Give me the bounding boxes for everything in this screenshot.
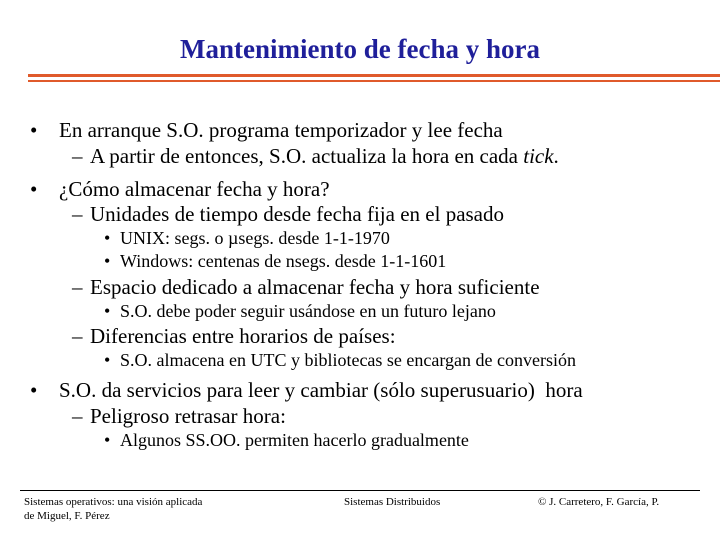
footer-rule xyxy=(20,490,700,491)
bullet-text: S.O. almacena en UTC y bibliotecas se encargan de conversión xyxy=(120,350,577,370)
bullet-text: Unidades de tiempo desde fecha fija en el pasado xyxy=(90,202,505,226)
bullet-line-2 xyxy=(72,146,559,167)
bullet-text: Algunos SS.OO. permiten hacerlo gradualmente xyxy=(120,430,469,450)
bullet-text: UNIX: segs. o µsegs. desde 1-1-1970 xyxy=(120,228,390,248)
dash-marker: – xyxy=(72,144,83,168)
bullet-marker: • xyxy=(104,251,111,271)
bullet-marker: • xyxy=(104,228,111,248)
footer-left xyxy=(24,496,202,524)
bullet-line-3 xyxy=(30,179,330,200)
bullet-text: Espacio dedicado a almacenar fecha y hora suficiente xyxy=(90,275,540,299)
bullet-text: S.O. da servicios para leer y cambiar (sólo superusuario) hora xyxy=(59,378,583,402)
bullet-line-11 xyxy=(30,380,583,401)
bullet-marker: • xyxy=(104,350,111,370)
bullet-text: En arranque S.O. programa temporizador y lee fecha xyxy=(59,118,503,142)
bullet-line-6 xyxy=(104,252,446,270)
bullet-marker: • xyxy=(104,301,111,321)
bullet-line-7 xyxy=(72,277,540,298)
bullet-text: A partir de entonces, S.O. actualiza la hora en cada xyxy=(90,144,524,168)
bullet-line-9 xyxy=(72,326,396,347)
bullet-line-8 xyxy=(104,302,496,320)
slide-title: Mantenimiento de fecha y hora xyxy=(180,34,540,64)
footer-copyright: © J. Carretero, F. García, P. xyxy=(538,496,660,508)
dash-marker: – xyxy=(72,404,83,428)
bullet-line-13 xyxy=(104,431,469,449)
bullet-line-5 xyxy=(104,229,390,247)
bullet-text: ¿Cómo almacenar fecha y hora? xyxy=(59,177,330,201)
bullet-marker: • xyxy=(104,430,111,450)
bullet-text-italic: tick xyxy=(523,144,554,168)
title-rule-thin xyxy=(28,80,720,82)
bullet-line-12 xyxy=(72,406,286,427)
footer-book-title: Sistemas operativos: una visión aplicada xyxy=(24,496,203,508)
dash-marker: – xyxy=(72,275,83,299)
bullet-text-end: . xyxy=(553,144,559,168)
footer-center: Sistemas Distribuidos xyxy=(344,496,441,508)
bullet-line-1 xyxy=(30,120,503,141)
bullet-text: Peligroso retrasar hora: xyxy=(90,404,286,428)
bullet-marker: • xyxy=(30,177,38,201)
dash-marker: – xyxy=(72,202,83,226)
dash-marker: – xyxy=(72,324,83,348)
bullet-text: Diferencias entre horarios de países: xyxy=(90,324,396,348)
bullet-line-4 xyxy=(72,204,504,225)
bullet-line-10 xyxy=(104,351,576,369)
bullet-marker: • xyxy=(30,378,38,402)
bullet-text: Windows: centenas de nsegs. desde 1-1-1601 xyxy=(120,251,447,271)
bullet-text: S.O. debe poder seguir usándose en un futuro lejano xyxy=(120,301,496,321)
footer-book-authors: de Miguel, F. Pérez xyxy=(24,509,110,522)
title-rule-thick xyxy=(28,74,720,77)
bullet-marker: • xyxy=(30,118,38,142)
